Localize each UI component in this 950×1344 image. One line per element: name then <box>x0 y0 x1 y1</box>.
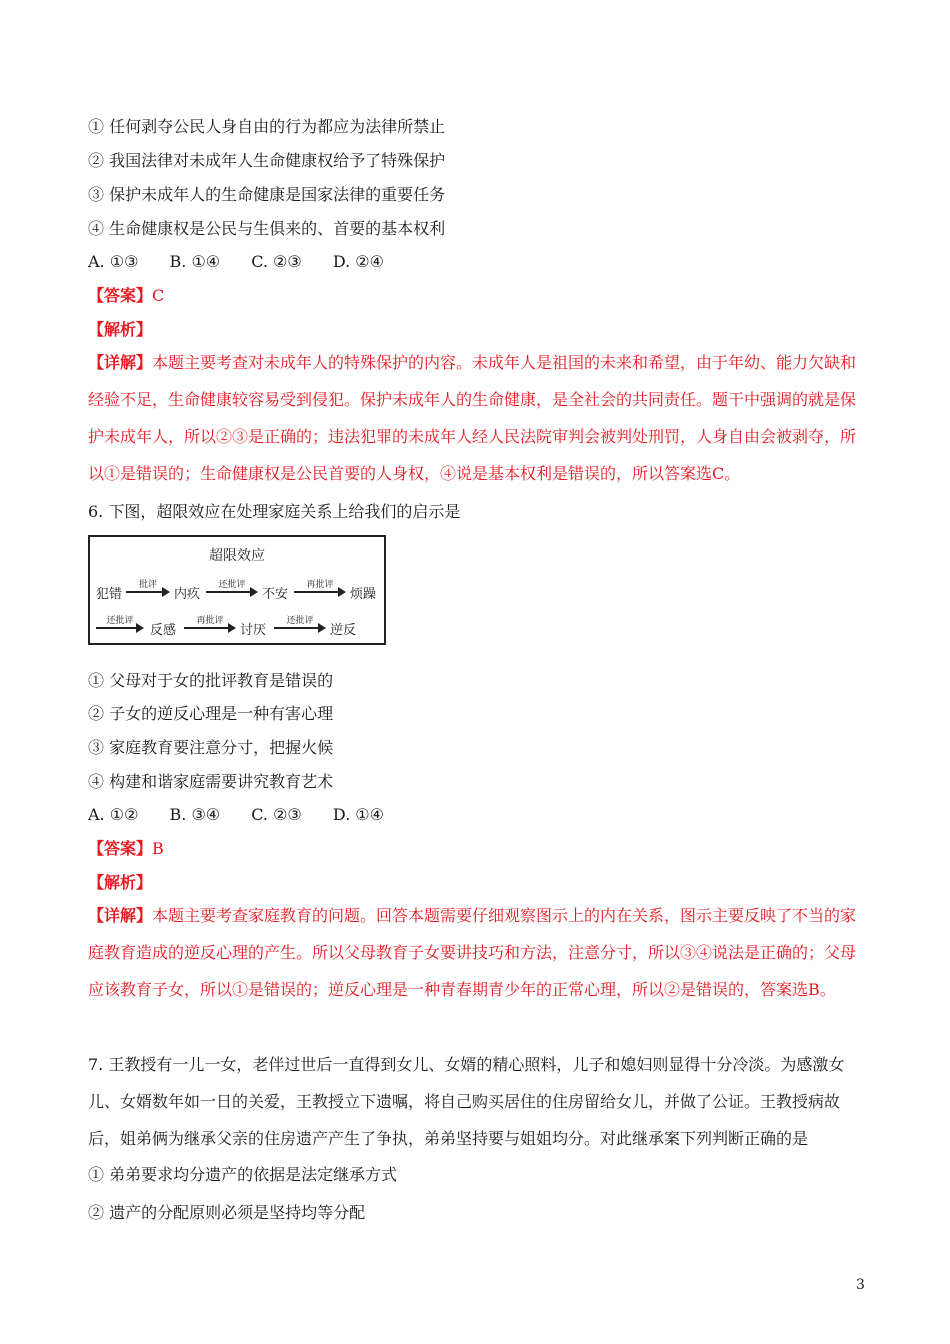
q5-option-2: ② 我国法律对未成年人生命健康权给予了特殊保护 <box>88 151 446 170</box>
q5-choice-c: C. ②③ <box>251 252 302 271</box>
q6-choices <box>88 805 410 825</box>
q5-option-3: ③ 保护未成年人的生命健康是国家法律的重要任务 <box>88 185 446 204</box>
q5-answer-value: C <box>152 286 165 305</box>
q5-choice-d: D. ②④ <box>332 252 384 271</box>
diagram-arrow-label: 批评 <box>138 580 157 590</box>
q6-option-1: ① 父母对于女的批评教育是错误的 <box>88 671 334 690</box>
q6-choice-a: A. ①② <box>88 805 139 824</box>
diagram-node: 讨厌 <box>240 623 267 638</box>
diagram-node: 逆反 <box>330 623 357 638</box>
q5-detail <box>88 344 866 492</box>
q5-answer-label: 【答案】 <box>88 286 153 305</box>
q6-choice-b: B. ③④ <box>169 805 221 824</box>
diagram-node: 犯错 <box>96 587 123 602</box>
diagram-title: 超限效应 <box>209 548 265 564</box>
q5-analysis-label: 【解析】 <box>88 320 153 339</box>
q6-option-2: ② 子女的逆反心理是一种有害心理 <box>88 704 334 723</box>
diagram-arrow <box>126 579 170 599</box>
diagram-row-2 <box>96 615 382 638</box>
arrow-right-icon <box>250 587 258 597</box>
q5-detail-text: 本题主要考查对未成年人的特殊保护的内容。未成年人是祖国的未来和希望，由于年幼、能力欠缺和经验不足，生命健康较容易受到侵犯。保护未成年人的生命健康，是全社会的共同责任。题干中强调的就是保护未成年人，所以②③是正确的；违法犯罪的未成年人经人民法院审判会被判处刑罚，人身自由会被剥夺，所以①是错误的；生命健康权是公民首要的人身权，④说是基本权利是错误的，所以答案选C。 <box>88 353 857 483</box>
q7-stem-text: 7. 王教授有一儿一女，老伴过世后一直得到女儿、女婿的精心照料，儿子和媳妇则显得十分冷淡。为感激女儿、女婿数年如一日的关爱，王教授立下遗嘱，将自己购买居住的住房留给女儿，并做了公证。王教授病故后，姐弟俩为继承父亲的住房遗产产生了争执，弟弟坚持要与姐姐均分。对此继承案下列判断正确的是 <box>88 1055 845 1148</box>
arrow-right-icon <box>228 623 236 633</box>
q5-option-4: ④ 生命健康权是公民与生俱来的、首要的基本权利 <box>88 219 446 238</box>
q6-answer-label: 【答案】 <box>88 839 153 858</box>
q5-choice-a: A. ①③ <box>88 252 139 271</box>
diagram-arrow <box>184 615 236 635</box>
q6-analysis-label: 【解析】 <box>88 873 153 892</box>
arrow-right-icon <box>162 587 170 597</box>
diagram-arrow <box>96 615 144 635</box>
diagram-node: 烦躁 <box>350 587 377 602</box>
diagram-arrow-label: 还批评 <box>218 580 246 590</box>
q6-detail-label: 【详解】 <box>88 906 153 925</box>
q6-answer <box>88 839 164 859</box>
diagram-row-1 <box>96 579 382 602</box>
diagram-arrow-label: 还批评 <box>106 616 134 626</box>
diagram-arrow <box>206 579 258 599</box>
arrow-right-icon <box>318 623 326 633</box>
q6-answer-value: B <box>152 839 164 858</box>
q5-choices <box>88 252 410 272</box>
q5-option-1: ① 任何剥夺公民人身自由的行为都应为法律所禁止 <box>88 117 446 136</box>
q6-detail-text: 本题主要考查家庭教育的问题。回答本题需要仔细观察图示上的内在关系，图示主要反映了不当的家庭教育造成的逆反心理的产生。所以父母教育子女要讲技巧和方法，注意分寸，所以③④说法是正确的；父母应该教育子女，所以①是错误的；逆反心理是一种青春期青少年的正常心理，所以②是错误的，答案选B。 <box>88 906 857 999</box>
q7-option-2: ② 遗产的分配原则必须是坚持均等分配 <box>88 1203 366 1222</box>
q7-stem <box>88 1046 866 1157</box>
diagram-arrow <box>274 615 326 635</box>
q6-option-4: ④ 构建和谐家庭需要讲究教育艺术 <box>88 772 334 791</box>
q7-option-1: ① 弟弟要求均分遗产的依据是法定继承方式 <box>88 1165 398 1184</box>
diagram-arrow-label: 再批评 <box>306 580 334 590</box>
diagram-node: 内疚 <box>174 587 201 602</box>
overlimit-effect-diagram <box>88 535 386 645</box>
diagram-node: 反感 <box>150 623 177 638</box>
diagram-arrow-label: 还批评 <box>286 616 314 626</box>
q6-detail <box>88 897 866 1008</box>
q6-choice-c: C. ②③ <box>251 805 302 824</box>
q6-stem: 6. 下图，超限效应在处理家庭关系上给我们的启示是 <box>88 502 461 521</box>
page-number: 3 <box>856 1277 865 1293</box>
arrow-right-icon <box>338 587 346 597</box>
diagram-node: 不安 <box>262 587 289 602</box>
q5-choice-b: B. ①④ <box>169 252 221 271</box>
q5-answer <box>88 286 164 306</box>
arrow-right-icon <box>136 623 144 633</box>
diagram-arrow-label: 再批评 <box>196 616 224 626</box>
q6-choice-d: D. ①④ <box>332 805 384 824</box>
q5-detail-label: 【详解】 <box>88 353 153 372</box>
diagram-arrow <box>294 579 346 599</box>
q6-option-3: ③ 家庭教育要注意分寸，把握火候 <box>88 738 334 757</box>
